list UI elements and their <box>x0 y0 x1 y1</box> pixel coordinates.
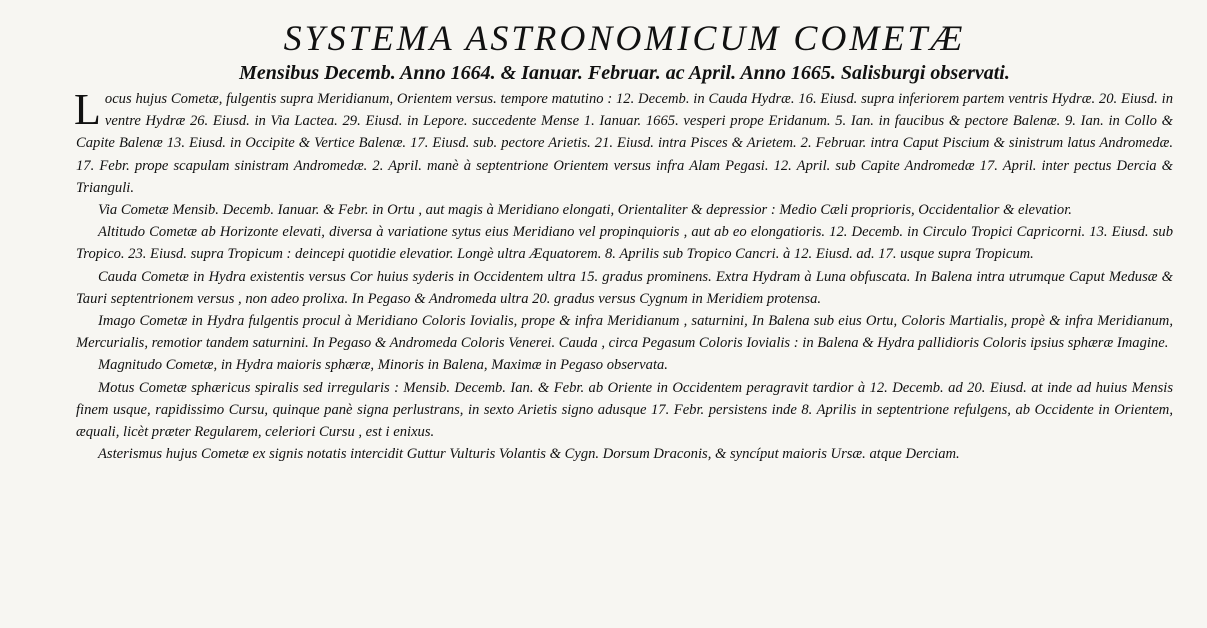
page-title: SYSTEMA ASTRONOMICUM COMETÆ <box>283 18 966 58</box>
paragraph-imago: Imago Cometæ in Hydra fulgentis procul à Meridiano Coloris Iovialis, prope & infra Meridianum , saturnini, In Balena sub eius Ortu, Coloris Martialis, propè & infra Meridianum, Mercurialis, remotior tandem saturnini. In Pegaso & Andromeda Coloris Venerei. Cauda , circa Pegasum Coloris Iovialis : in Balena & Hydra pallidioris Coloris ipsius sphæræ Imagine. <box>76 313 1173 352</box>
paragraph-altitudo: Altitudo Cometæ ab Horizonte elevati, diversa à variatione sytus eius Meridiano vel propinquioris , aut ab eo elongatioris. 12. Decemb. in Circulo Tropici Capricorni. 13. Eiusd. sub Tropico. 23. Eiusd. supra Tropicum : deincepi quotidie elevatior. Longè ultra Æquatorem. 8. Aprilis sub Tropico Cancri. à 12. Eiusd. ad. 17. usque supra Tropicum. <box>76 224 1173 263</box>
paragraph-magnitudo: Magnitudo Cometæ, in Hydra maioris sphæræ, Minoris in Balena, Maximæ in Pegaso observata. <box>98 357 668 374</box>
paragraph-locus-text: ocus hujus Cometæ, fulgentis supra Meridianum, Orientem versus. tempore matutino : 12. Decemb. in Cauda Hydræ. 16. Eiusd. supra inferiorem partem ventris Hydræ. 20. Eiusd. in ventre Hydræ 26. Eiusd. in Via Lactea. 29. Eiusd. in Lepore. succedente Mense 1. Ianuar. 1665. vesperi prope Eridanum. 5. Ian. in faucibus & pectore Balenæ. 9. Ian. in Collo & Capite Balenæ 13. Eiusd. in Occipite & Vertice Balenæ. 17. Eiusd. sub. pectore Arietis. 21. Eiusd. intra Pisces & Arietem. 2. Februar. intra Caput Piscium & sinistrum latus Andromedæ. 17. Febr. prope scapulam sinistram Andromedæ. 2. April. manè à septentrione Orientem versus infra Alam Pegasi. 12. April. sub Capite Andromedæ 17. April. inter pectus Dercia & Trianguli. <box>76 91 1173 196</box>
paragraph-asterismus: Asterismus hujus Cometæ ex signis notatis intercidit Guttur Vulturis Volantis & Cygn. Dorsum Draconis, & syncíput maioris Ursæ. atque Derciam. <box>98 446 960 463</box>
drop-cap: L <box>74 85 101 134</box>
paragraph-via: Via Cometæ Mensib. Decemb. Ianuar. & Febr. in Ortu , aut magis à Meridiano elongati, Orientaliter & depressior : Medio Cæli proprioris, Occidentalior & elevatior. <box>98 202 1072 219</box>
paragraph-motus: Motus Cometæ sphæricus spiralis sed irregularis : Mensib. Decemb. Ian. & Febr. ab Oriente in Occidentem peragravit tardior à 12. Decemb. ad 20. Eiusd. at inde ad huius Mensis finem usque, rapidissimo Cursu, quinque panè signa perlustrans, in sexto Arietis signo adusque 17. Febr. persistens inde 8. Aprilis in septentrione refulgens, ab Occidente in Orientem, æquali, licèt præter Regularem, celeriori Cursu , est i enixus. <box>76 379 1173 441</box>
body-text <box>74 85 1173 465</box>
page-subtitle: Mensibus Decemb. Anno 1664. & Ianuar. Februar. ac April. Anno 1665. Salisburgi observati. <box>239 62 1010 84</box>
paragraph-cauda: Cauda Cometæ in Hydra existentis versus Cor huius syderis in Occidentem ultra 15. gradus prominens. Extra Hydram à Luna obfuscata. In Balena intra utrumque Caput Medusæ & Tauri septentrionem versus , non adeo prolixa. In Pegaso & Andromeda ultra 20. gradus versus Cygnum in Meridiem protensa. <box>76 268 1173 307</box>
paragraph-locus <box>74 85 1173 199</box>
